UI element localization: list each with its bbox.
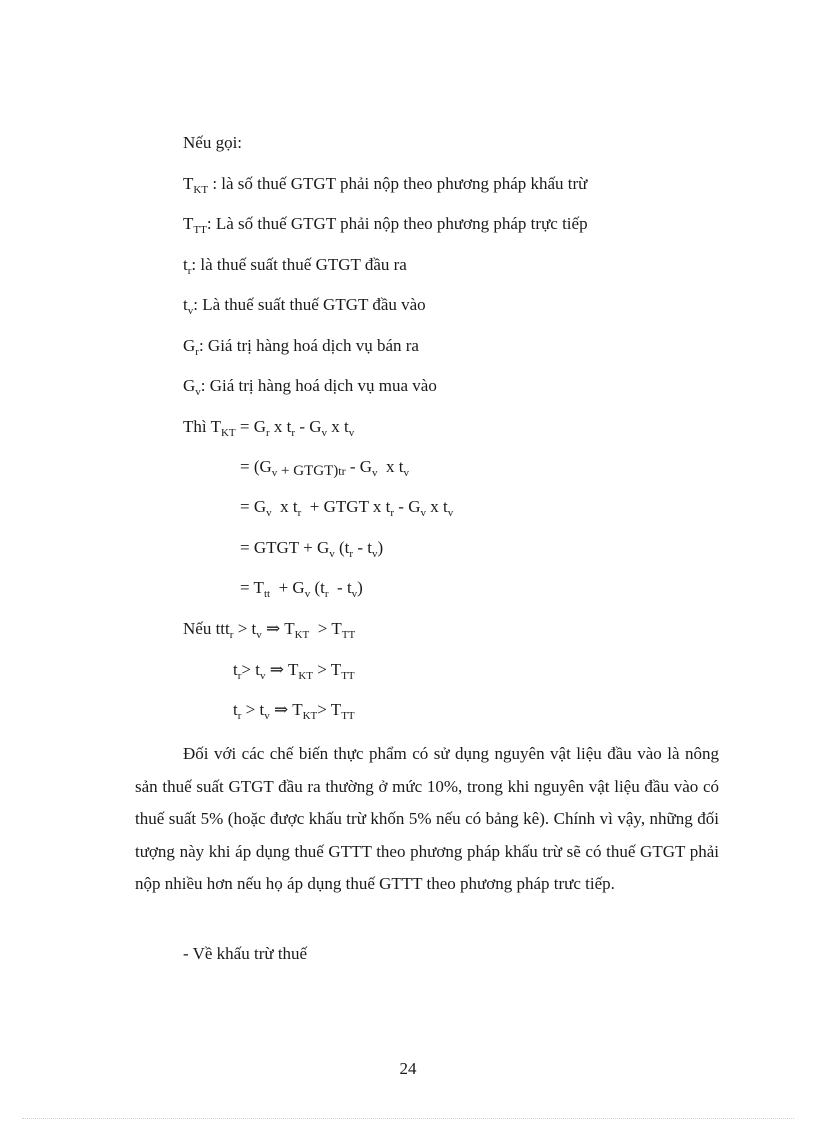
condition-line-3: $t_r > t_v$ ⇒ $T_{KT}> T_{TT}$ bbox=[233, 700, 355, 722]
definition-gr: $G_r$: Giá trị hàng hoá dịch vụ bán ra bbox=[183, 336, 419, 358]
bottom-divider bbox=[22, 1118, 794, 1119]
page-number: 24 bbox=[399, 1059, 417, 1078]
body-paragraph: Đối với các chế biến thực phẩm có sử dụng nguyên vật liệu đầu vào là nông sản thuế suất GTGT đầu ra thường ở mức 10%, trong khi nguyên vật liệu đầu vào có thuế suất 5% (hoặc được khấu trừ khốn 5% nếu có bảng kê). Chính vì vậy, những đối tượng này khi áp dụng thuế GTTT theo phương pháp khấu trừ sẽ có thuế GTGT phải nộp nhiều hơn nếu họ áp dụng thuế GTTT theo phương pháp trưc tiếp. bbox=[135, 744, 719, 894]
bullet-text: - Về khấu trừ thuế bbox=[183, 944, 308, 963]
formula-line-2: = ($G_v$ + GTGT)tr - $G_v$ x $t_v$ bbox=[240, 457, 410, 479]
condition-line-2: $t_r> t_v$ ⇒ $T_{KT} > T_{TT}$ bbox=[233, 660, 355, 682]
formula-line-5: = $T_{tt} + G_v$ $(t_r - t_v)$ bbox=[240, 578, 363, 600]
intro-text: Nếu gọi: bbox=[183, 133, 243, 152]
condition-line-1: Nếu $ttt_r > t_v$ ⇒ $T_{KT} > T_{TT}$ bbox=[183, 619, 356, 641]
formula-line-1: Thì $T_{KT} = G_r$ x $t_r - G_v$ x $t_v$ bbox=[183, 417, 355, 439]
definition-tr: $t_r$: là thuế suất thuế GTGT đầu ra bbox=[183, 255, 407, 277]
formula-line-4: = GTGT + $G_v$ $(t_r - t_v)$ bbox=[240, 538, 384, 560]
definition-gv: $G_v$: Giá trị hàng hoá dịch vụ mua vào bbox=[183, 376, 437, 398]
definition-tv: $t_v$: Là thuế suất thuế GTGT đầu vào bbox=[183, 295, 426, 317]
definition-tkt: $T_{KT}$ : là số thuế GTGT phải nộp theo phương pháp khấu trừ bbox=[183, 174, 588, 196]
formula-line-3: = $G_v$ x $t_r$ + GTGT x $t_r - G_v$ x $t_v$ bbox=[240, 497, 454, 519]
definition-ttt: $T_{TT}$: Là số thuế GTGT phải nộp theo phương pháp trực tiếp bbox=[183, 214, 588, 236]
